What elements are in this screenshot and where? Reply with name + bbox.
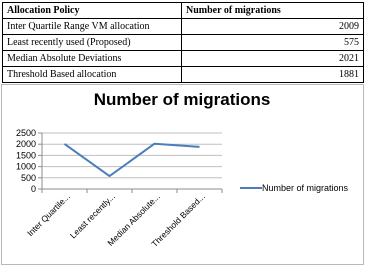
table-cell-migrations: 2021	[182, 51, 364, 67]
x-tick-label: Median Absolute...	[105, 191, 162, 248]
table-cell-migrations: 575	[182, 35, 364, 51]
x-tick-label: Least recently...	[67, 191, 117, 241]
chart-title: Number of migrations	[93, 90, 271, 109]
y-tick-label: 2000	[15, 139, 36, 150]
chart-series	[64, 144, 199, 176]
table-cell-migrations: 2009	[182, 19, 364, 35]
x-tick-label: Threshold Based...	[149, 191, 207, 249]
x-tick-label: Inter Quartile...	[25, 191, 72, 239]
table-cell-policy: Inter Quartile Range VM allocation	[3, 19, 182, 35]
series-line	[65, 144, 200, 176]
column-header-policy: Allocation Policy	[3, 3, 182, 19]
chart-legend	[240, 183, 349, 193]
table-cell-policy: Least recently used (Proposed)	[3, 35, 182, 51]
column-header-migrations: Number of migrations	[182, 3, 364, 19]
y-tick-label: 0	[30, 184, 36, 194]
y-tick-label: 2500	[15, 128, 36, 138]
table-cell-migrations: 1881	[182, 67, 364, 83]
table-cell-policy: Threshold Based allocation	[3, 67, 182, 83]
y-axis-ticks	[16, 128, 36, 194]
y-tick-label: 1500	[15, 150, 36, 161]
chart-grid	[38, 133, 222, 193]
y-tick-label: 1000	[15, 161, 36, 172]
table-cell-policy: Median Absolute Deviations	[3, 51, 182, 67]
x-axis-ticks	[25, 191, 207, 249]
legend-label: Number of migrations	[262, 183, 349, 193]
y-tick-label: 500	[20, 172, 36, 183]
